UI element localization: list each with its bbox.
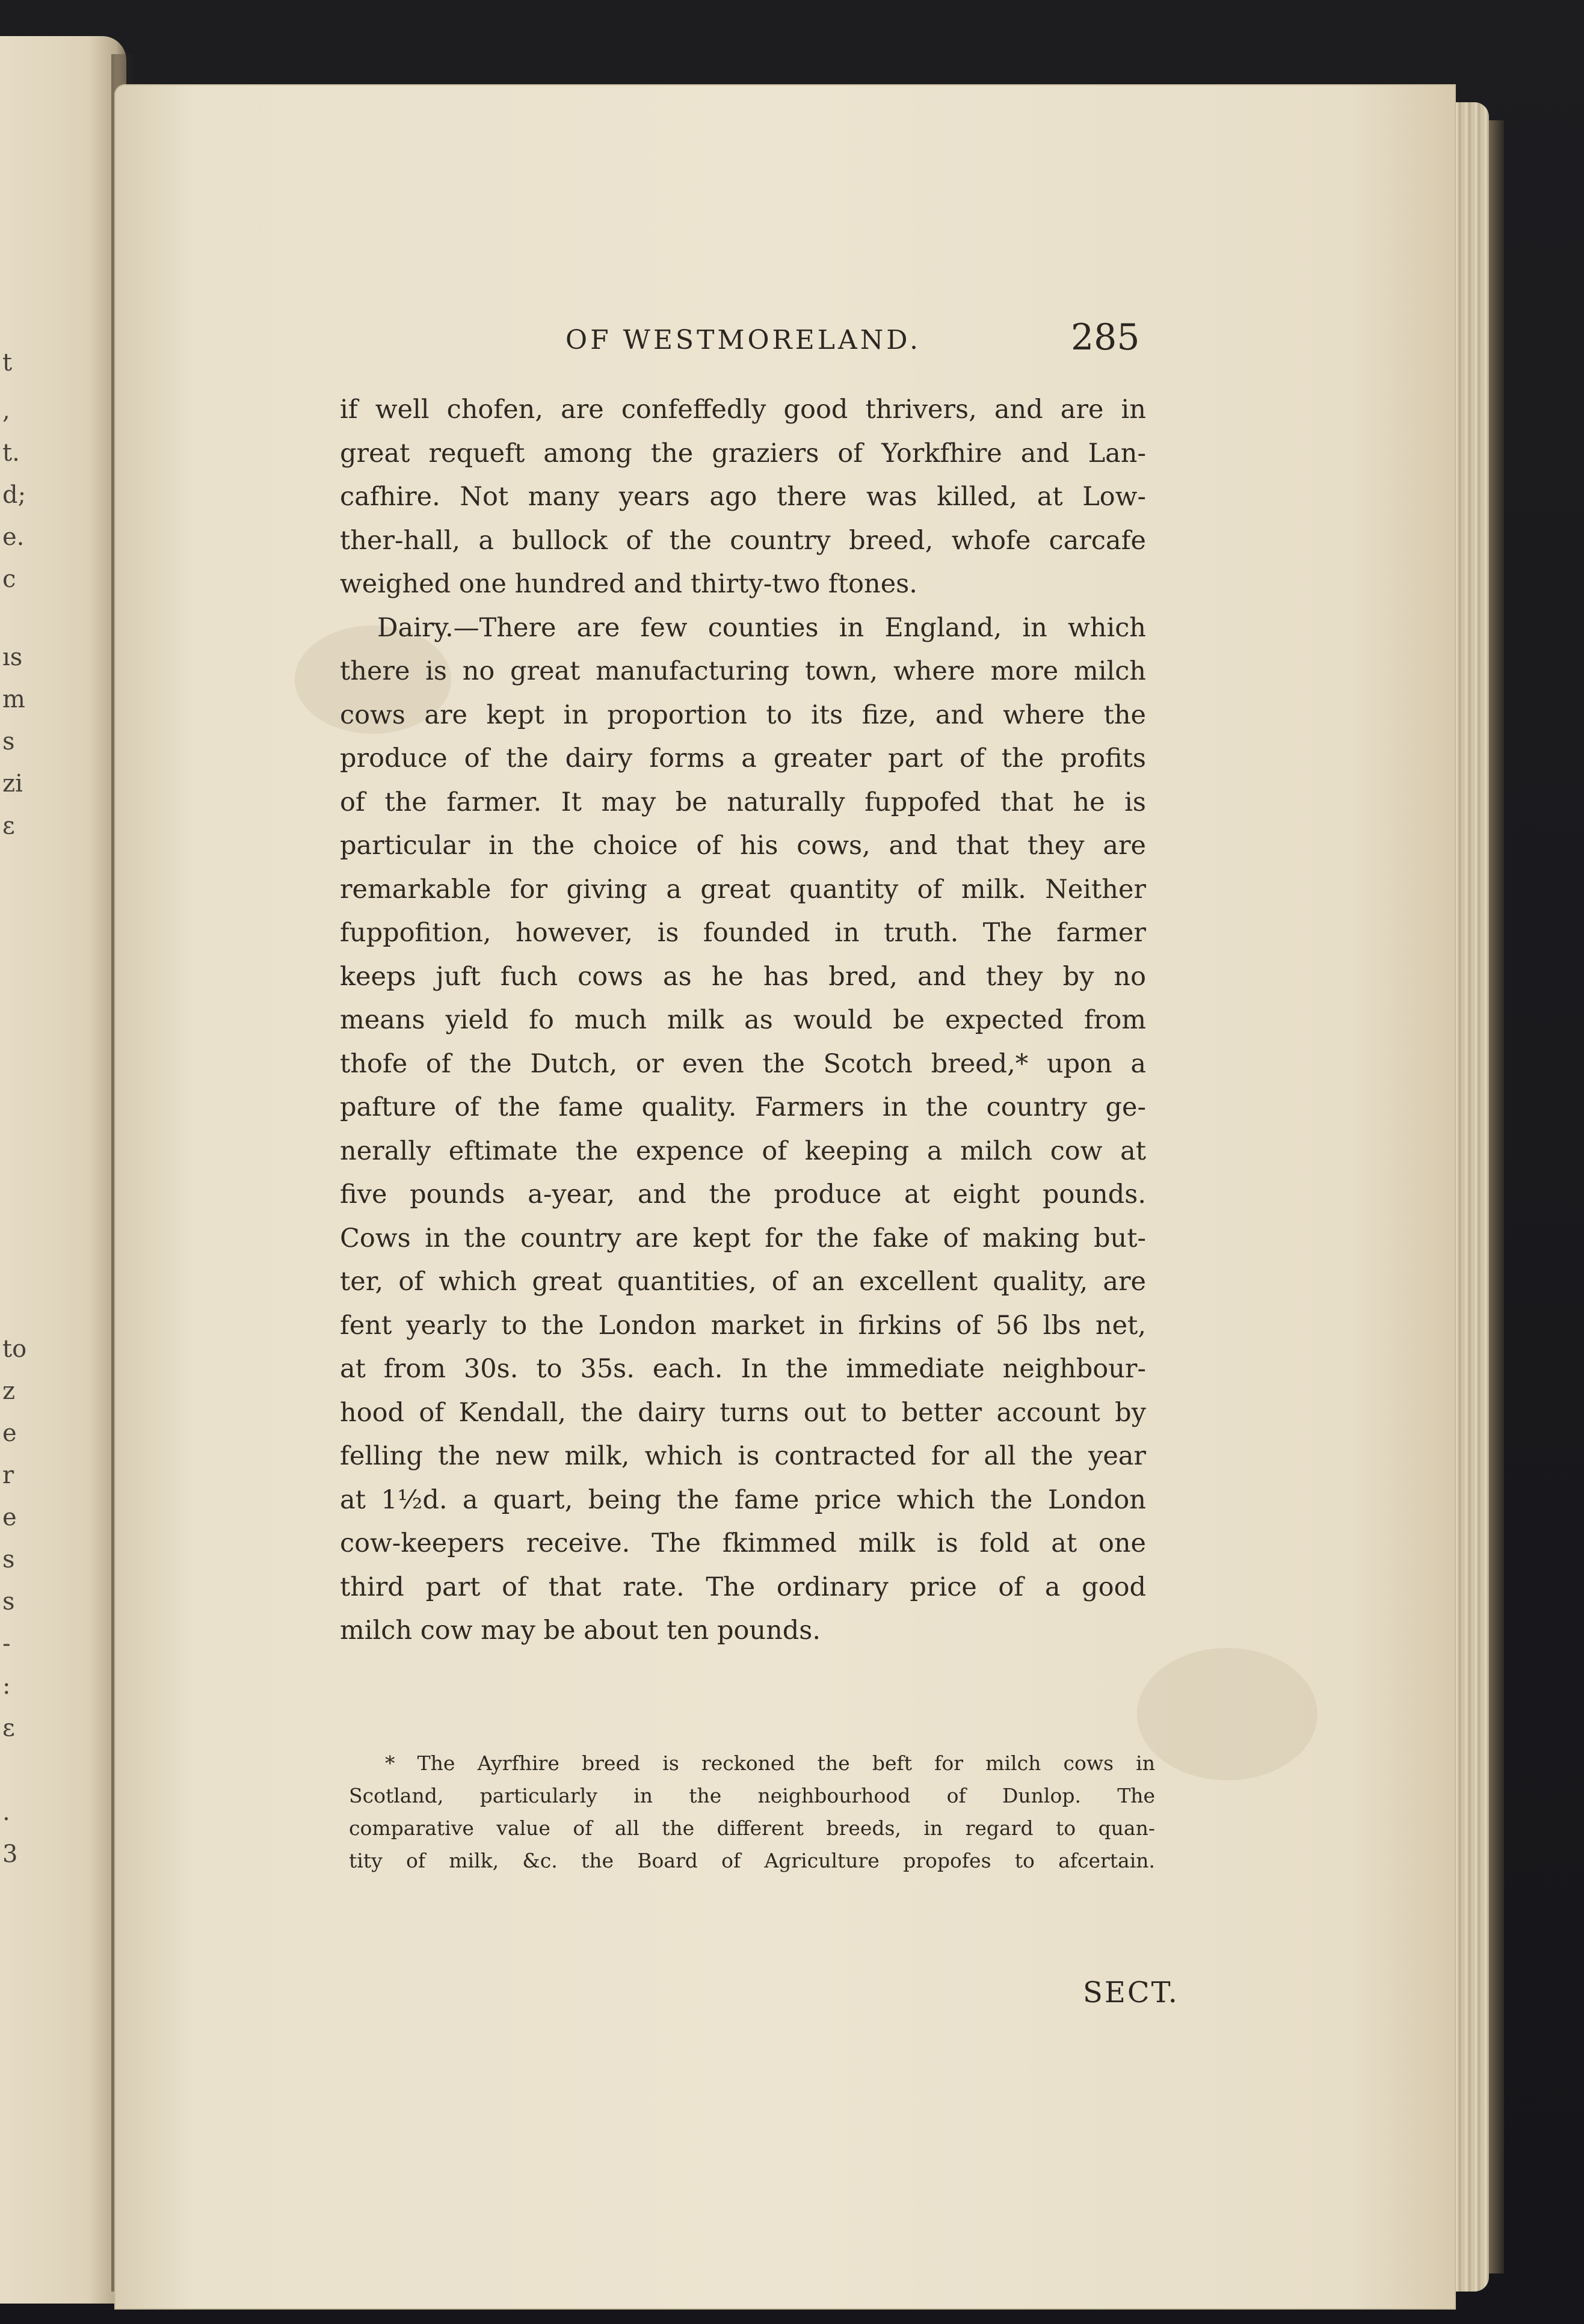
text-line: means yield fo much milk as would be expected from	[340, 1005, 1146, 1035]
text-line: keeps juft fuch cows as he has bred, and they by no	[340, 961, 1146, 992]
footnote-line: Scotland, particularly in the neighbourhood of Dunlop. The	[349, 1784, 1155, 1807]
text-fragment: s	[2, 728, 15, 755]
text-fragment: ,	[2, 397, 10, 425]
text-line: fuppofition, however, is founded in truth. The farmer	[340, 918, 1146, 948]
running-head: OF WESTMORELAND.	[565, 325, 921, 355]
text-line: hood of Kendall, the dairy turns out to better account by	[340, 1397, 1146, 1428]
text-fragment: c	[2, 565, 16, 593]
paper-stain	[1137, 1648, 1317, 1780]
text-fragment: e	[2, 1419, 17, 1447]
text-fragment: .	[2, 1798, 10, 1826]
footnote-line: tity of milk, &c. the Board of Agriculture propofes to afcertain.	[349, 1849, 1155, 1872]
text-line: nerally eftimate the expence of keeping a milch cow at	[340, 1136, 1146, 1166]
text-fragment: :	[2, 1672, 11, 1700]
facing-page-edge	[0, 36, 126, 2304]
text-line: thofe of the Dutch, or even the Scotch breed,* upon a	[340, 1048, 1146, 1079]
text-fragment: t.	[2, 439, 20, 467]
text-line: cows are kept in proportion to its fize, and where the	[340, 699, 1146, 730]
text-fragment: 3	[2, 1840, 18, 1868]
text-fragment: t	[2, 349, 13, 377]
text-line: at from 30s. to 35s. each. In the immediate neighbour-	[340, 1354, 1146, 1384]
text-fragment: ε	[2, 812, 15, 840]
facing-page-text-fragments	[0, 36, 36, 2304]
page-number: 285	[1071, 316, 1140, 358]
text-fragment: to	[2, 1335, 27, 1363]
text-line: Dairy.—There are few counties in England, in which	[377, 612, 1146, 643]
text-line: five pounds a-year, and the produce at eight pounds.	[340, 1179, 1146, 1210]
text-fragment: ıs	[2, 644, 23, 671]
text-line: if well chofen, are confeffedly good thrivers, and are in	[340, 395, 1146, 425]
footnote-line: * The Ayrfhire breed is reckoned the beft for milch cows in	[385, 1751, 1155, 1775]
text-line: ther-hall, a bullock of the country breed, whofe carcafe	[340, 525, 1146, 556]
text-line: of the farmer. It may be naturally fuppofed that he is	[340, 787, 1146, 817]
text-fragment: m	[2, 686, 25, 713]
text-line: great requeft among the graziers of Yorkfhire and Lan-	[340, 438, 1146, 469]
text-line: pafture of the fame quality. Farmers in the country ge-	[340, 1092, 1146, 1122]
text-line: remarkable for giving a great quantity of milk. Neither	[340, 874, 1146, 905]
text-line: Cows in the country are kept for the fake of making but-	[340, 1223, 1146, 1253]
text-line: produce of the dairy forms a greater part of the profits	[340, 743, 1146, 773]
text-line: ter, of which great quantities, of an excellent quality, are	[340, 1267, 1146, 1297]
footnote-line: comparative value of all the different breeds, in regard to quan-	[349, 1816, 1155, 1840]
catchword: SECT.	[1083, 1976, 1179, 2009]
text-fragment: d;	[2, 481, 26, 509]
text-fragment: e.	[2, 523, 25, 551]
text-line: cafhire. Not many years ago there was killed, at Low-	[340, 482, 1146, 512]
text-fragment: zi	[2, 770, 23, 798]
text-fragment: ε	[2, 1714, 15, 1742]
text-fragment: e	[2, 1504, 17, 1531]
text-fragment: s	[2, 1546, 15, 1573]
text-fragment: -	[2, 1630, 11, 1658]
footnote	[349, 1747, 1155, 1877]
text-fragment: s	[2, 1588, 15, 1615]
text-line: cow-keepers receive. The fkimmed milk is fold at one	[340, 1528, 1146, 1558]
text-line: weighed one hundred and thirty-two ftones.	[340, 569, 917, 599]
text-fragment: z	[2, 1377, 16, 1405]
text-line: there is no great manufacturing town, where more milch	[340, 656, 1146, 686]
text-line: particular in the choice of his cows, and that they are	[340, 831, 1146, 861]
body-text	[340, 388, 1146, 1653]
text-line: third part of that rate. The ordinary price of a good	[340, 1572, 1146, 1602]
text-line: felling the new milk, which is contracted for all the year	[340, 1441, 1146, 1471]
text-line: at 1½d. a quart, being the fame price which the London	[340, 1484, 1146, 1515]
text-fragment: r	[2, 1462, 14, 1489]
text-line: fent yearly to the London market in firkins of 56 lbs net,	[340, 1310, 1146, 1341]
text-line: milch cow may be about ten pounds.	[340, 1615, 821, 1646]
